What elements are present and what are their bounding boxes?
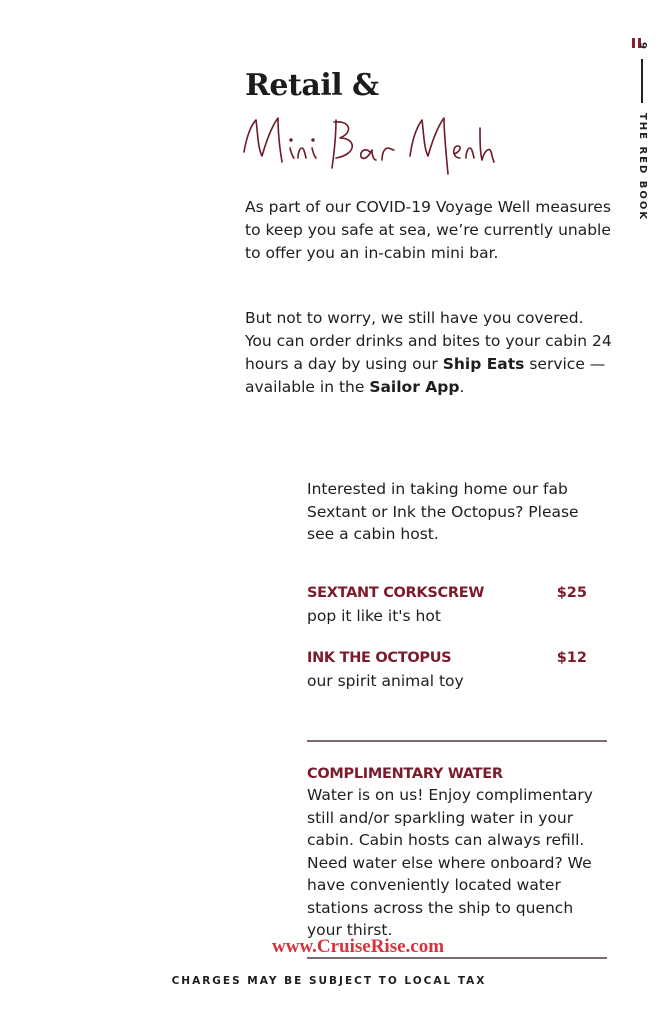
retail-item-row: [307, 585, 587, 601]
water-heading: COMPLIMENTARY WATER: [307, 766, 503, 782]
divider-dash: [642, 59, 644, 103]
page-title: Retail &: [245, 68, 379, 103]
item-description: our spirit animal toy: [307, 672, 464, 690]
page-number: 9: [637, 42, 648, 51]
side-header-text: [637, 42, 648, 221]
footer-note: CHARGES MAY BE SUBJECT TO LOCAL TAX: [171, 975, 487, 987]
watermark: www.CruiseRise.com: [272, 936, 445, 957]
item-description: pop it like it's hot: [307, 607, 441, 625]
intro-paragraph-2-part-a: But not to worry, we still have you covered. You can order drinks and bites to your cabin 24 hours a day by using our: [245, 309, 612, 373]
item-price: $12: [556, 650, 587, 666]
section-divider: [307, 740, 607, 742]
water-text: Water is on us! Enjoy complimentary still and/or sparkling water in your cabin. Cabin hosts can always refill. Need water else where onboard? We have conveniently located water stations across the ship to quench your thirst.: [307, 786, 593, 939]
retail-intro-text: Interested in taking home our fab Sextant or Ink the Octopus? Please see a cabin host.: [307, 480, 579, 543]
retail-item-row: [307, 650, 587, 666]
intro-paragraph-2-part-b: service — available in the: [245, 355, 606, 396]
book-title: THE RED BOOK: [637, 112, 648, 222]
ship-eats-link: Ship Eats: [442, 355, 525, 373]
script-title-lettering: [236, 106, 511, 186]
sailor-app-link: Sailor App: [369, 378, 460, 396]
item-name: SEXTANT CORKSCREW: [307, 585, 485, 601]
intro-paragraph-1: As part of our COVID-19 Voyage Well measures to keep you safe at sea, we’re currently unable to offer you an in-cabin mini bar.: [245, 198, 611, 262]
intro-paragraph-2: [245, 307, 615, 399]
intro-paragraph-2-part-c: .: [459, 378, 465, 396]
item-price: $25: [556, 585, 587, 601]
item-name: INK THE OCTOPUS: [307, 650, 452, 666]
side-running-header: [620, 38, 648, 222]
